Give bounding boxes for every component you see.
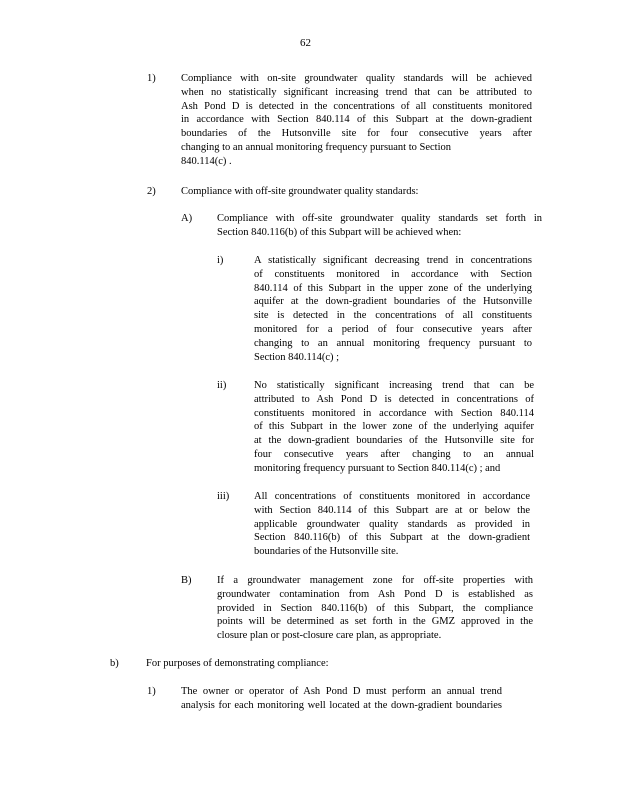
text-line: applicable groundwater quality standards as provided in: [254, 518, 530, 530]
text-line: If a groundwater management zone for off-site properties with: [217, 575, 533, 586]
text-line: changing to an annual monitoring frequency pursuant to: [254, 337, 532, 349]
text-line: analysis for each monitoring well located at the down-gradient boundaries: [181, 699, 502, 711]
text-line: of constituents monitored in accordance with Section: [254, 268, 532, 280]
item-b-label: b): [110, 658, 119, 669]
item-B-label: B): [181, 575, 192, 586]
item-1-text: [181, 72, 532, 169]
text-line: A statistically significant decreasing trend in concentrations: [254, 255, 532, 266]
text-line: at the down-gradient boundaries of the Hutsonville site for: [254, 435, 534, 447]
item-A-label: A): [181, 213, 193, 224]
text-line: constituents monitored in accordance with Section 840.114: [254, 407, 534, 419]
text-line: in accordance with Section 840.114 of this Subpart at the down-gradient: [181, 114, 532, 126]
text-line: provided in Section 840.116(b) of this Subpart, the compliance: [217, 602, 533, 614]
text-line: Compliance with on-site groundwater quality standards will be achieved: [181, 73, 532, 84]
text-line: with Section 840.114 of this Subpart are at or below the: [254, 504, 530, 516]
item-ii-text: [254, 379, 534, 476]
item-B-text: [217, 574, 533, 643]
text-line: 840.114(c) .: [181, 155, 232, 167]
page-number: 62: [300, 37, 311, 49]
item-2-text: [181, 185, 532, 199]
item-2-label: 2): [147, 186, 156, 197]
text-line: closure plan or post-closure care plan, as appropriate.: [217, 630, 442, 642]
text-line: Section 840.116(b) of this Subpart will be achieved when:: [217, 226, 462, 238]
text-line: monitoring frequency pursuant to Section 840.114(c) ; and: [254, 462, 501, 474]
text-line: The owner or operator of Ash Pond D must perform an annual trend: [181, 686, 502, 697]
item-1-label: 1): [147, 73, 156, 84]
text-line: attributed to Ash Pond D is detected in concentrations of: [254, 393, 534, 405]
item-A-text: [217, 212, 542, 240]
text-line: monitored for a period of four consecutive years after: [254, 323, 532, 335]
text-line: Ash Pond D is detected in the concentrations of all constituents monitored: [181, 100, 532, 112]
item-i-label: i): [217, 255, 224, 266]
item-b1-text: [181, 685, 502, 713]
item-i-text: [254, 254, 532, 364]
text-line: boundaries of the Hutsonville site.: [254, 546, 399, 558]
text-line: points will be determined as set forth in the GMZ approved in the: [217, 616, 533, 628]
text-line: For purposes of demonstrating compliance:: [146, 658, 329, 669]
text-line: aquifer at the down-gradient boundaries of the Hutsonville: [254, 296, 532, 308]
text-line: Section 840.114(c) ;: [254, 351, 340, 363]
text-line: Compliance with off-site groundwater quality standards:: [181, 186, 419, 197]
text-line: four consecutive years after changing to an annual: [254, 448, 534, 460]
item-iii-label: iii): [217, 491, 230, 502]
text-line: of this Subpart in the lower zone of the underlying aquifer: [254, 421, 534, 433]
text-line: boundaries of the Hutsonville site for four consecutive years after: [181, 128, 532, 140]
text-line: when no statistically significant increasing trend that can be attributed to: [181, 86, 532, 98]
text-line: site is detected in the concentrations of all constituents: [254, 310, 532, 322]
text-line: 840.114 of this Subpart in the upper zone of the underlying: [254, 282, 532, 294]
text-line: changing to an annual monitoring frequency pursuant to Section: [181, 141, 452, 153]
text-line: All concentrations of constituents monitored in accordance: [254, 491, 530, 502]
text-line: Section 840.116(b) of this Subpart at the down-gradient: [254, 532, 530, 544]
text-line: No statistically significant increasing trend that can be: [254, 380, 534, 391]
item-iii-text: [254, 490, 530, 559]
item-b-text: [146, 657, 526, 671]
text-line: Compliance with off-site groundwater quality standards set forth in: [217, 213, 542, 224]
item-b1-label: 1): [147, 686, 156, 697]
item-ii-label: ii): [217, 380, 227, 391]
text-line: groundwater contamination from Ash Pond D is established as: [217, 588, 533, 600]
